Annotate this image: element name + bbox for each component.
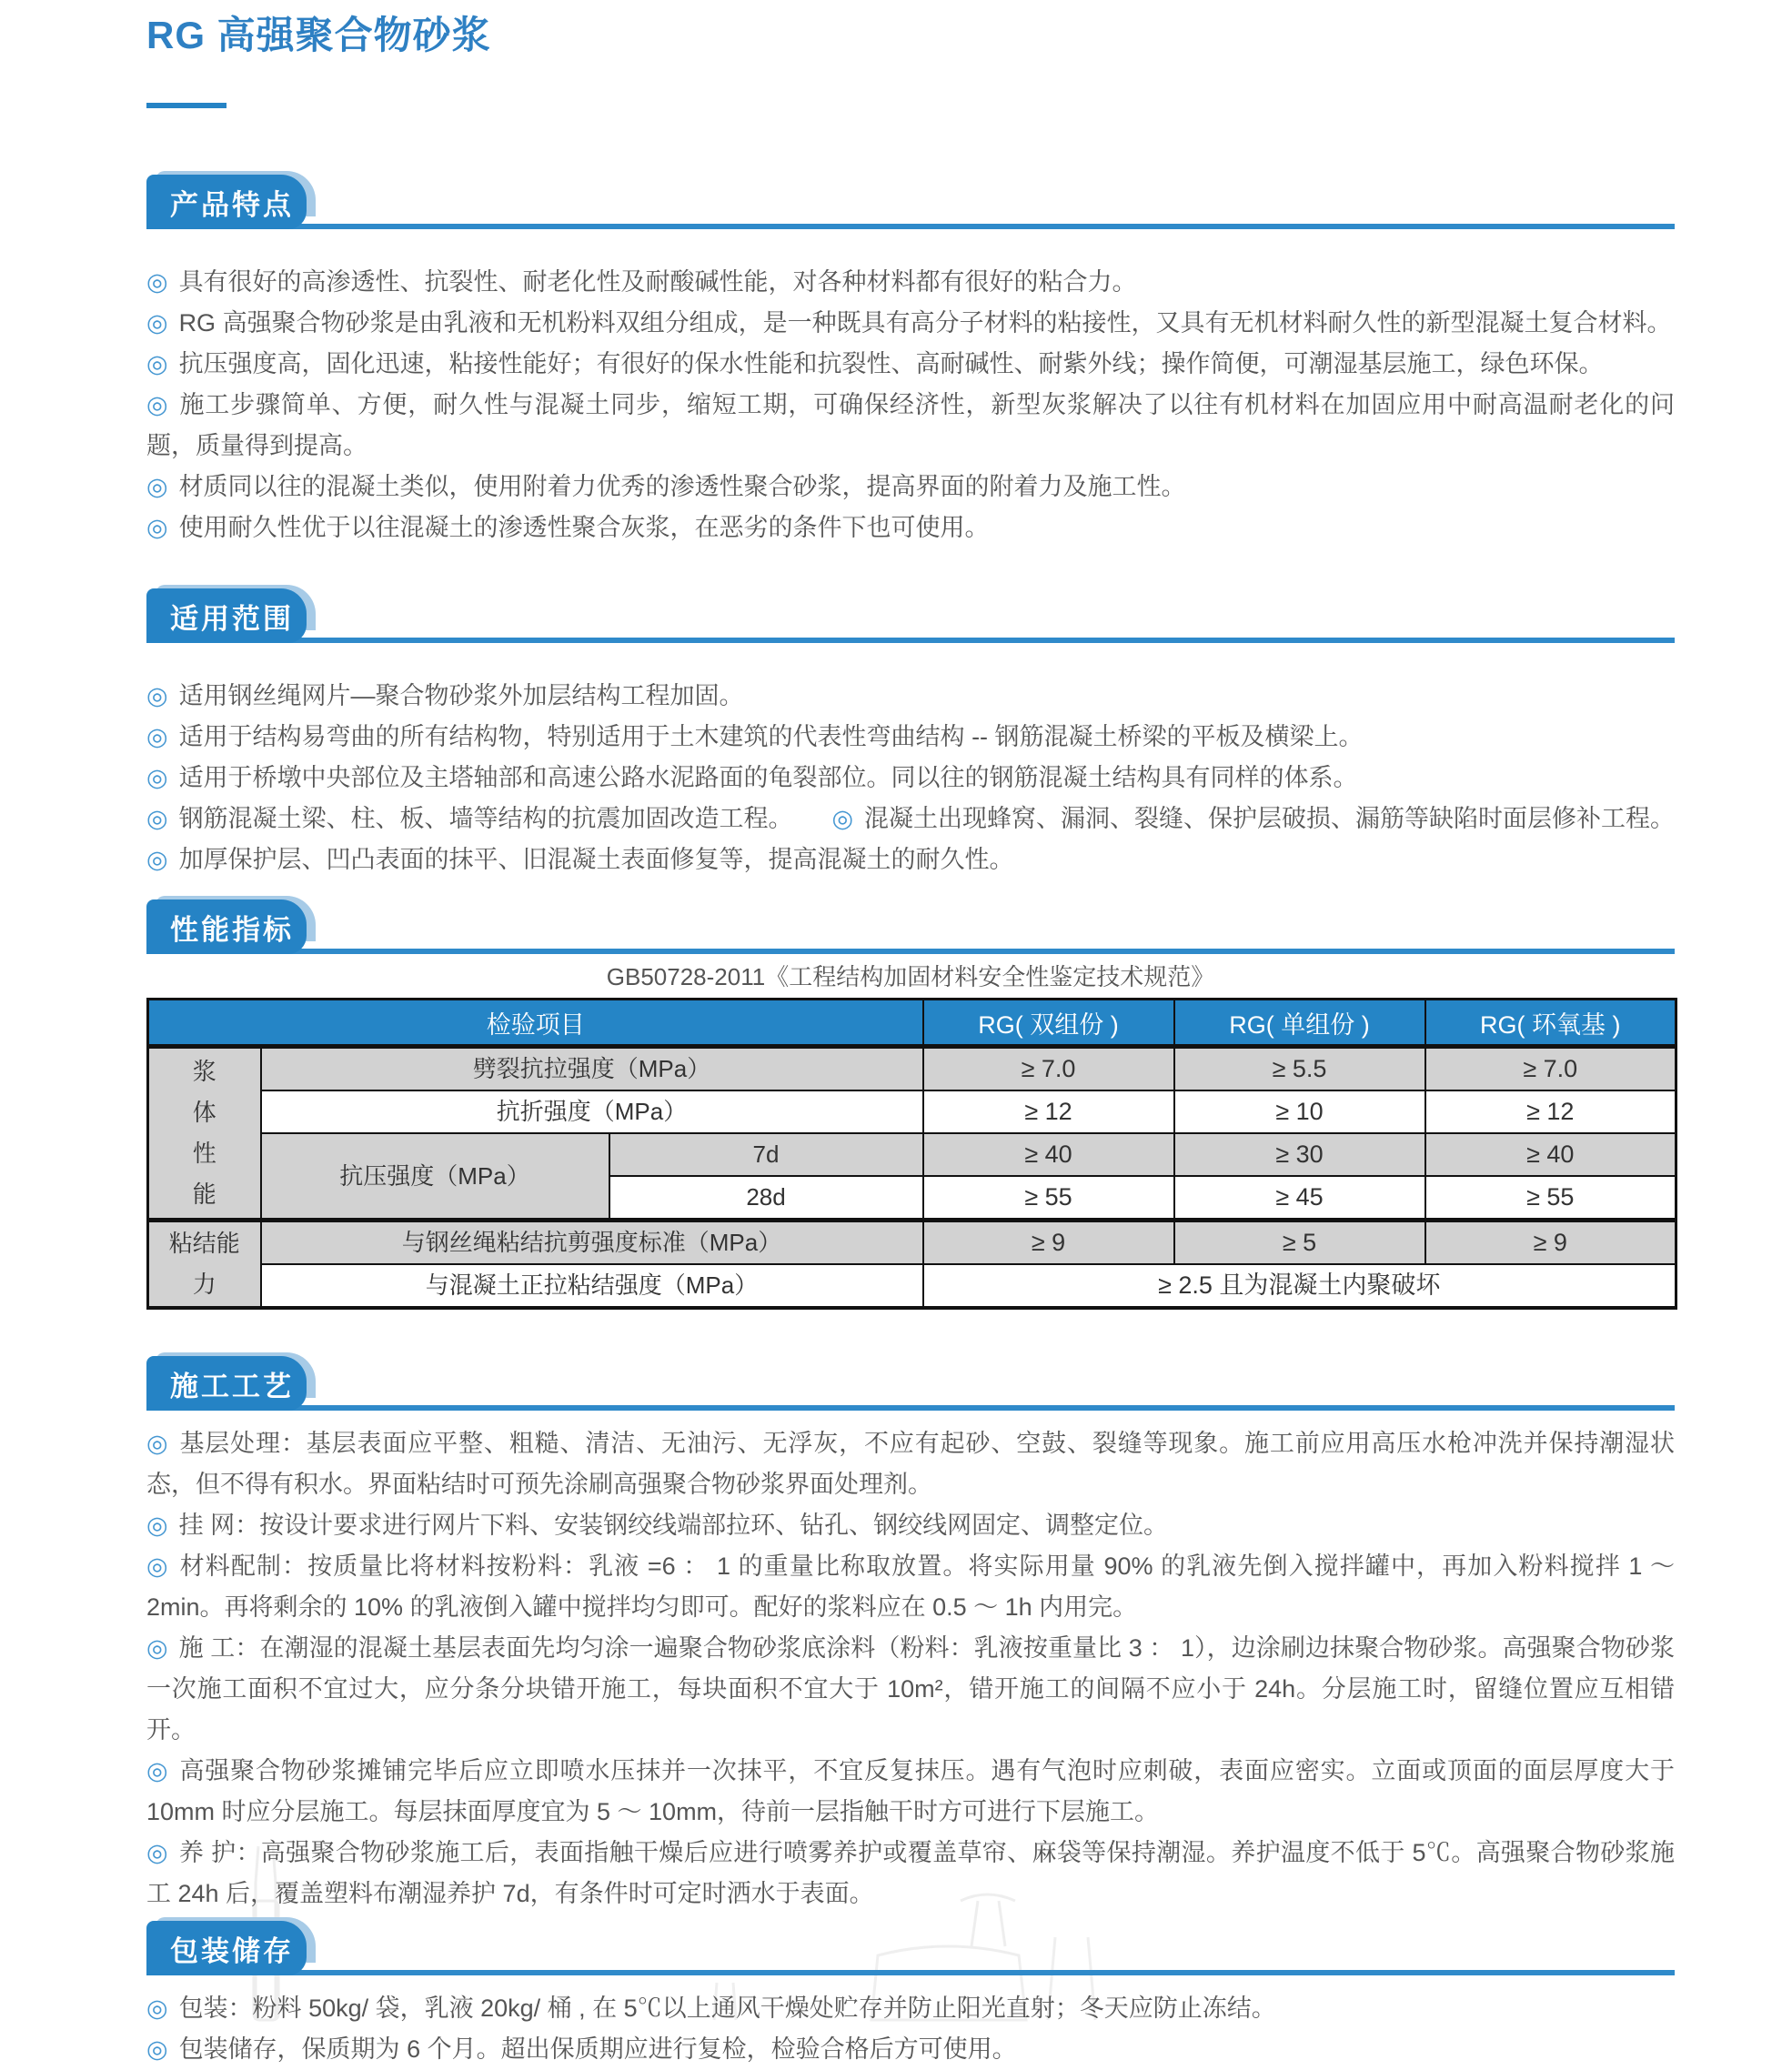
bullet-icon: ◎: [146, 268, 168, 296]
value-cell: ≥ 7.0: [1425, 1047, 1676, 1091]
column-header: RG( 环氧基 ): [1425, 1000, 1676, 1047]
row-group-label-line: 性: [192, 1140, 216, 1167]
paragraph-text: 施 工：在潮湿的混凝土基层表面先均匀涂一遍聚合物砂浆底涂料（粉料：乳液按重量比 3 ： 1），边涂刷边抹聚合物砂浆。高强聚合物砂浆一次施工面积不宜过大，应分条分块错开施工，每块面积不宜大于 10m²，错开施工的间隔不应小于 24h。分层施工时，留缝位置应互相错开。: [146, 1634, 1675, 1743]
performance-table-body: [148, 1047, 1676, 1309]
bullet-icon: ◎: [146, 1430, 169, 1457]
row-group-label-line: 能: [192, 1181, 216, 1208]
heading-label: 适用范围: [170, 602, 294, 635]
paragraph-text: RG 高强聚合物砂浆是由乳液和无机粉料双组分组成，是一种既具有高分子材料的粘接性，又具有无机材料耐久性的新型混凝土复合材料。: [178, 309, 1672, 337]
table-row: [148, 1047, 1676, 1091]
test-item-cell: 劈裂抗拉强度（MPa）: [261, 1047, 923, 1091]
bullet-paragraph: [146, 758, 1675, 799]
bullet-icon: ◎: [146, 723, 168, 750]
column-header: RG( 双组份 ): [923, 1000, 1174, 1047]
bullet-paragraph: [146, 1546, 1675, 1628]
section-storage: [146, 1917, 1675, 2070]
table-row: [148, 1264, 1676, 1308]
value-cell: ≥ 9: [923, 1221, 1174, 1265]
test-item-cell: 与混凝土正拉粘结强度（MPa）: [261, 1264, 923, 1308]
bullet-icon: ◎: [146, 473, 168, 500]
row-group-label-line: 体: [192, 1099, 216, 1126]
merged-value-cell: ≥ 2.5 且为混凝土内聚破坏: [923, 1264, 1676, 1308]
section-heading-scope: [146, 585, 1675, 643]
bullet-icon: ◎: [146, 391, 169, 418]
section-performance: [146, 896, 1675, 1310]
heading-label: 施工工艺: [170, 1370, 294, 1402]
bullet-icon: ◎: [146, 846, 168, 873]
value-cell: ≥ 12: [1425, 1090, 1676, 1133]
bullet-paragraph: [146, 1505, 1675, 1546]
bullet-paragraph: [146, 1833, 1675, 1914]
paragraph-text: 挂 网：按设计要求进行网片下料、安装钢绞线端部拉环、钻孔、钢绞线网固定、调整定位。: [178, 1512, 1169, 1539]
value-cell: ≥ 9: [1425, 1221, 1676, 1265]
heading-underline: [146, 1405, 1675, 1411]
row-group-label-line: 力: [192, 1271, 216, 1298]
standard-reference-caption: GB50728-2011《工程结构加固材料安全性鉴定技术规范》: [606, 963, 1215, 990]
paragraph-text: 材质同以往的混凝土类似，使用附着力优秀的渗透性聚合砂浆，提高界面的附着力及施工性。: [178, 473, 1186, 500]
bullet-icon: ◎: [146, 350, 168, 377]
bullet-paragraph: [146, 467, 1675, 507]
value-cell: ≥ 55: [923, 1176, 1174, 1221]
age-subcell: 7d: [609, 1133, 923, 1176]
paragraph-text: 适用于桥墩中央部位及主塔轴部和高速公路水泥路面的龟裂部位。同以往的钢筋混凝土结构具有同样的体系。: [178, 764, 1358, 791]
heading-label: 包装储存: [170, 1934, 294, 1967]
bullet-paragraph: [146, 1988, 1675, 2029]
heading-label: 产品特点: [170, 188, 294, 221]
paragraph-text: 高强聚合物砂浆摊铺完毕后应立即喷水压抹并一次抹平，不宜反复抹压。遇有气泡时应刺破，表面应密实。立面或顶面的面层厚度大于 10mm 时应分层施工。每层抹面厚度宜为 5 ～ 10mm，待前一层指触干时方可进行下层施工。: [146, 1757, 1676, 1825]
bullet-icon: ◎: [146, 764, 168, 791]
heading-box: [146, 175, 307, 229]
heading-box: [146, 1921, 307, 1975]
features-list: [146, 262, 1675, 548]
performance-table: [146, 998, 1677, 1310]
bullet-icon: ◎: [146, 1634, 168, 1662]
value-cell: ≥ 40: [923, 1133, 1174, 1176]
paragraph-text: 适用钢丝绳网片—聚合物砂浆外加层结构工程加固。: [178, 682, 744, 709]
value-cell: ≥ 10: [1174, 1090, 1425, 1133]
bullet-paragraph: [146, 2029, 1675, 2070]
value-cell: ≥ 55: [1425, 1176, 1676, 1221]
test-item-cell: 抗压强度（MPa）: [261, 1133, 609, 1221]
bullet-paragraph: [146, 1751, 1675, 1833]
bullet-paragraph: [146, 676, 1675, 717]
bullet-paragraph: [146, 344, 1675, 385]
table-row: [148, 1221, 1676, 1265]
bullet-paragraph: [146, 385, 1675, 467]
bullet-icon: ◎: [146, 1839, 168, 1866]
table-row: [148, 1090, 1676, 1133]
value-cell: ≥ 12: [923, 1090, 1174, 1133]
section-scope: [146, 585, 1675, 880]
column-header: 检验项目: [148, 1000, 923, 1047]
bullet-paragraph: [146, 262, 1675, 303]
value-cell: ≥ 45: [1174, 1176, 1425, 1221]
bullet-paragraph: [146, 303, 1675, 344]
paragraph-text: 混凝土出现蜂窝、漏洞、裂缝、保护层破损、漏筋等缺陷时面层修补工程。: [864, 805, 1675, 832]
value-cell: ≥ 5: [1174, 1221, 1425, 1265]
bullet-paragraph: [146, 717, 1675, 758]
bullet-icon: ◎: [831, 805, 853, 832]
bullet-paragraph: [146, 1628, 1675, 1751]
process-list: [146, 1423, 1675, 1914]
section-heading-features: [146, 171, 1675, 229]
column-header: RG( 单组份 ): [1174, 1000, 1425, 1047]
paragraph-text: 钢筋混凝土梁、柱、板、墙等结构的抗震加固改造工程。: [178, 805, 793, 832]
title-underline: [146, 103, 227, 108]
heading-box: [146, 1356, 307, 1411]
bullet-icon: ◎: [146, 2035, 168, 2063]
bullet-paragraph: [146, 507, 1675, 548]
value-cell: ≥ 40: [1425, 1133, 1676, 1176]
performance-table-head: [148, 1000, 1676, 1047]
bullet-paragraph: [146, 1423, 1675, 1505]
section-features: [146, 171, 1675, 548]
paragraph-text: 抗压强度高，固化迅速，粘接性能好；有很好的保水性能和抗裂性、高耐碱性、耐紫外线；操作简便，可潮湿基层施工，绿色环保。: [178, 350, 1604, 377]
paragraph-text: 包装：粉料 50kg/ 袋，乳液 20kg/ 桶 , 在 5℃以上通风干燥处贮存并防止阳光直射；冬天应防止冻结。: [178, 1995, 1276, 2022]
test-item-cell: 与钢丝绳粘结抗剪强度标准（MPa）: [261, 1221, 923, 1265]
section-heading-process: [146, 1352, 1675, 1411]
heading-underline: [146, 224, 1675, 229]
bullet-icon: ◎: [146, 309, 168, 337]
value-cell: ≥ 7.0: [923, 1047, 1174, 1091]
paragraph-text: 材料配制：按质量比将材料按粉料：乳液 =6 ： 1 的重量比称取放置。将实际用量 90% 的乳液先倒入搅拌罐中，再加入粉料搅拌 1 ～ 2min。再将剩余的 10% 的乳液倒入罐中搅拌均匀即可。配好的浆料应在 0.5 ～ 1h 内用完。: [146, 1552, 1675, 1621]
section-heading-storage: [146, 1917, 1675, 1975]
heading-box: [146, 588, 307, 643]
bullet-icon: ◎: [146, 514, 168, 541]
section-process: [146, 1352, 1675, 1914]
paragraph-text: 基层处理：基层表面应平整、粗糙、清洁、无油污、无浮灰，不应有起砂、空鼓、裂缝等现象。施工前应用高压水枪冲洗并保持潮湿状态，但不得有积水。界面粘结时可预先涂刷高强聚合物砂浆界面处理剂。: [146, 1430, 1676, 1498]
test-item-cell: 抗折强度（MPa）: [261, 1090, 923, 1133]
bullet-icon: ◎: [146, 1512, 168, 1539]
value-cell: ≥ 5.5: [1174, 1047, 1425, 1091]
heading-underline: [146, 949, 1675, 954]
paragraph-text: 施工步骤简单、方便，耐久性与混凝土同步，缩短工期，可确保经济性，新型灰浆解决了以往有机材料在加固应用中耐高温耐老化的问题，质量得到提高。: [146, 391, 1676, 459]
paragraph-text: 养 护：高强聚合物砂浆施工后，表面指触干燥后应进行喷雾养护或覆盖草帘、麻袋等保持潮湿。养护温度不低于 5℃。高强聚合物砂浆施工 24h 后，覆盖塑料布潮湿养护 7d，有条件时可定时洒水于表面。: [146, 1839, 1675, 1907]
section-heading-performance: [146, 896, 1675, 954]
row-group-label-line: 粘结能: [168, 1230, 240, 1257]
bullet-paragraph: [146, 839, 1675, 880]
heading-label: 性能指标: [170, 913, 294, 946]
bullet-paragraph: [146, 799, 1675, 839]
paragraph-text: 使用耐久性优于以往混凝土的渗透性聚合灰浆，在恶劣的条件下也可使用。: [178, 514, 990, 541]
scope-list: [146, 676, 1675, 880]
heading-underline: [146, 1970, 1675, 1975]
table-row: [148, 1133, 1676, 1176]
paragraph-text: 加厚保护层、凹凸表面的抹平、旧混凝土表面修复等，提高混凝土的耐久性。: [178, 846, 1014, 873]
paragraph-text: 适用于结构易弯曲的所有结构物，特别适用于土木建筑的代表性弯曲结构 -- 钢筋混凝土桥梁的平板及横梁上。: [178, 723, 1364, 750]
row-group-label: [148, 1221, 261, 1309]
bullet-icon: ◎: [146, 1757, 169, 1784]
bullet-icon: ◎: [146, 682, 168, 709]
row-group-label: [148, 1047, 261, 1221]
age-subcell: 28d: [609, 1176, 923, 1221]
paragraph-text: 包装储存，保质期为 6 个月。超出保质期应进行复检，检验合格后方可使用。: [178, 2035, 1017, 2063]
bullet-icon: ◎: [146, 1995, 168, 2022]
value-cell: ≥ 30: [1174, 1133, 1425, 1176]
storage-list: [146, 1988, 1675, 2070]
row-group-label-line: 浆: [192, 1058, 216, 1085]
heading-box: [146, 899, 307, 954]
bullet-icon: ◎: [146, 805, 168, 832]
page-title: RG 高强聚合物砂浆: [146, 14, 491, 56]
bullet-icon: ◎: [146, 1552, 169, 1580]
paragraph-text: 具有很好的高渗透性、抗裂性、耐老化性及耐酸碱性能，对各种材料都有很好的粘合力。: [178, 268, 1137, 296]
heading-underline: [146, 638, 1675, 643]
